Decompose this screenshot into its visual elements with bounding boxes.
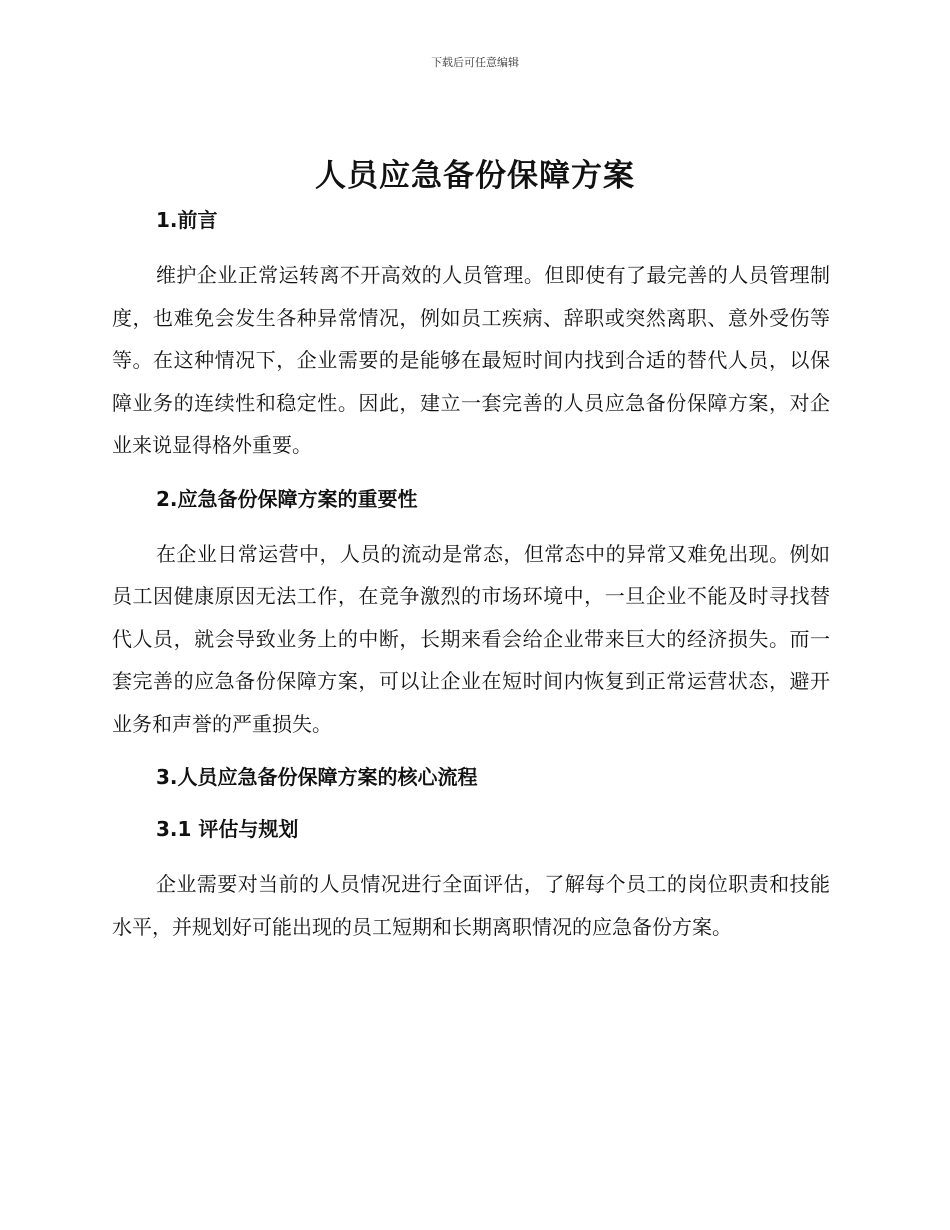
section-heading-importance: 2.应急备份保障方案的重要性 bbox=[156, 486, 418, 511]
page-header-note: 下载后可任意编辑 bbox=[431, 56, 519, 69]
section-paragraph-preface: 维护企业正常运转离不开高效的人员管理。但即使有了最完善的人员管理制度，也难免会发生各种异常情况，例如员工疾病、辞职或突然离职、意外受伤等等。在这种情况下，企业需要的是能够在最短时间内找到合适的替代人员，以保障业务的连续性和稳定性。因此，建立一套完善的人员应急备份保障方案，对企业来说显得格外重要。 bbox=[112, 263, 830, 457]
section-heading-assessment: 3.1 评估与规划 bbox=[156, 817, 299, 841]
section-heading-core-process: 3.人员应急备份保障方案的核心流程 bbox=[156, 765, 478, 789]
document-body bbox=[112, 202, 830, 948]
document-title: 人员应急备份保障方案 bbox=[315, 158, 635, 194]
section-heading-preface: 1.前言 bbox=[156, 208, 218, 232]
section-paragraph-assessment: 企业需要对当前的人员情况进行全面评估，了解每个员工的岗位职责和技能水平，并规划好可能出现的员工短期和长期离职情况的应急备份方案。 bbox=[112, 872, 830, 939]
section-paragraph-importance: 在企业日常运营中，人员的流动是常态，但常态中的异常又难免出现。例如员工因健康原因无法工作，在竞争激烈的市场环境中，一旦企业不能及时寻找替代人员，就会导致业务上的中断，长期来看会给企业带来巨大的经济损失。而一套完善的应急备份保障方案，可以让企业在短时间内恢复到正常运营状态，避开业务和声誉的严重损失。 bbox=[112, 541, 830, 736]
